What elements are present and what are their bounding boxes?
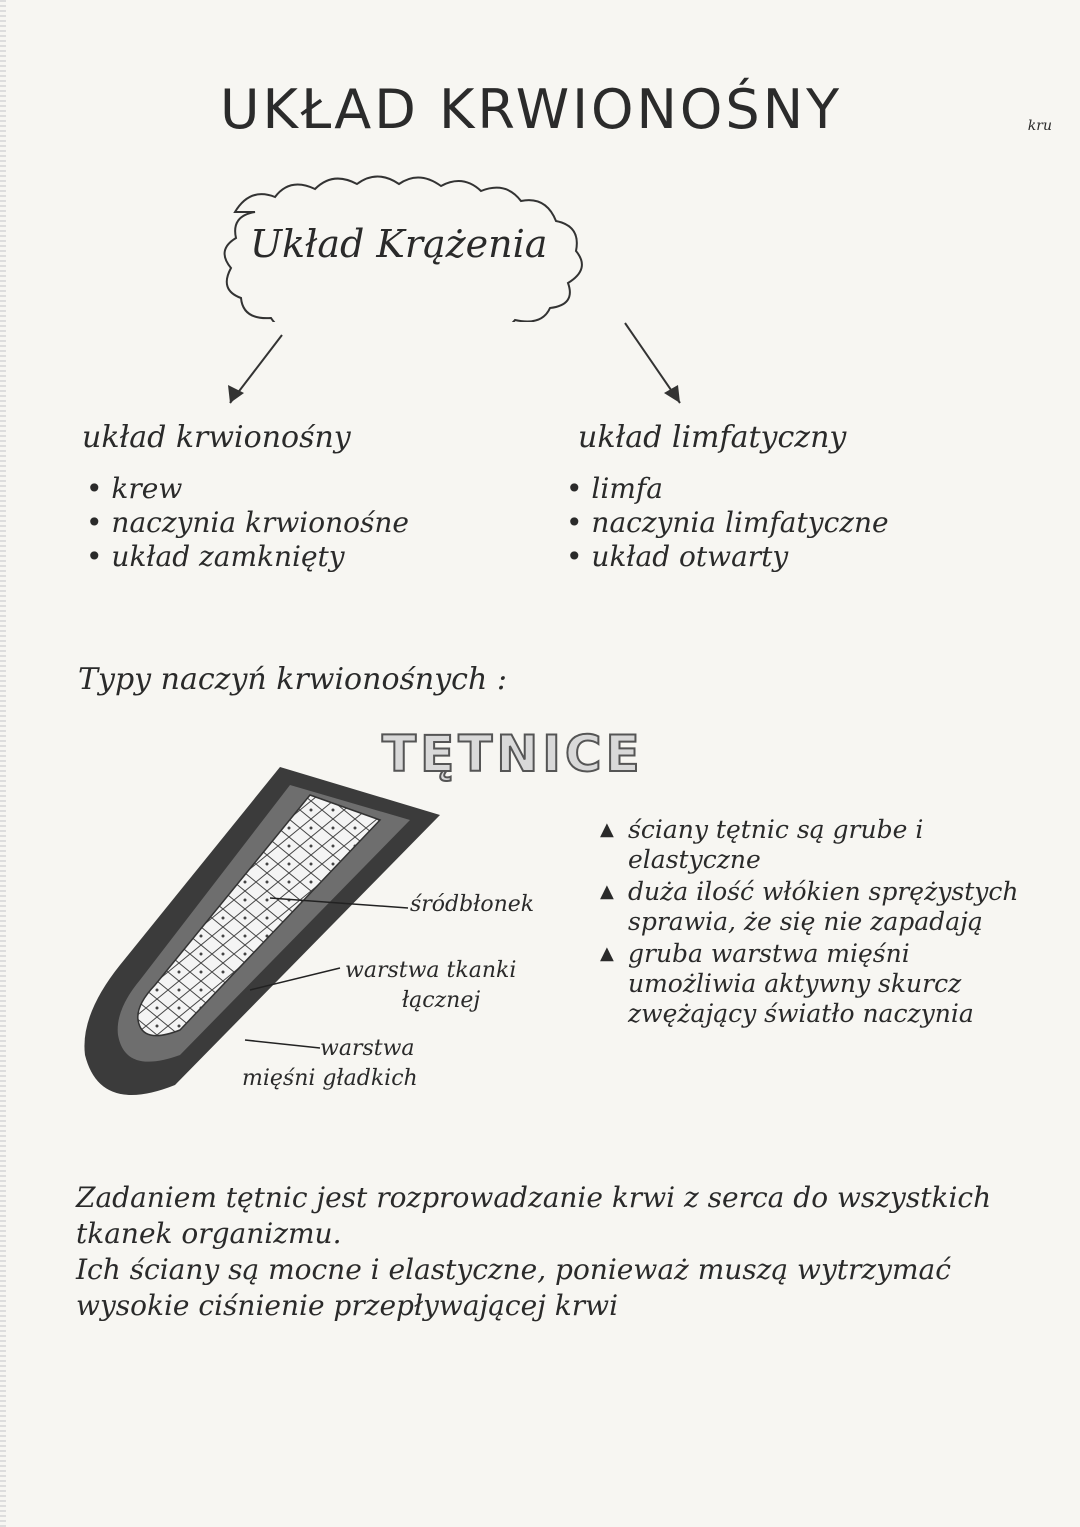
artery-facts-list bbox=[600, 815, 1020, 1031]
summary-paragraph bbox=[76, 1180, 1036, 1324]
list-item: • krew bbox=[86, 472, 409, 506]
left-column-list bbox=[86, 472, 409, 574]
label-endothelium: śródbłonek bbox=[410, 892, 535, 917]
right-column-list bbox=[566, 472, 889, 574]
fact-item: ▲ gruba warstwa mięśni umożliwia aktywny skurcz zwężający światło naczynia bbox=[600, 939, 1020, 1029]
list-item: • układ zamknięty bbox=[86, 540, 409, 574]
list-item: • układ otwarty bbox=[566, 540, 889, 574]
right-arrow-head bbox=[664, 385, 680, 403]
summary-sentence: Zadaniem tętnic jest rozprowadzanie krwi z serca do wszystkich tkanek organizmu. bbox=[76, 1181, 992, 1250]
list-item: • limfa bbox=[566, 472, 889, 506]
page-title: UKŁAD KRWIONOŚNY bbox=[220, 78, 843, 141]
corner-note: kru bbox=[1027, 118, 1052, 134]
label-muscle-line2: mięśni gładkich bbox=[242, 1066, 418, 1091]
list-item: • naczynia krwionośne bbox=[86, 506, 409, 540]
vessel-title: TĘTNICE bbox=[382, 725, 644, 783]
fact-item: ▲ ściany tętnic są grube i elastyczne bbox=[600, 815, 1020, 875]
right-column-heading: układ limfatyczny bbox=[578, 420, 847, 455]
types-heading: Typy naczyń krwionośnych : bbox=[78, 662, 507, 697]
summary-sentence: Ich ściany są mocne i elastyczne, ponieważ muszą wytrzymać wysokie ciśnienie przepływającej krwi bbox=[76, 1253, 951, 1322]
fact-item: ▲ duża ilość włókien sprężystych sprawia, że się nie zapadają bbox=[600, 877, 1020, 937]
label-connective-line2: łącznej bbox=[402, 988, 481, 1013]
left-column-heading: układ krwionośny bbox=[82, 420, 351, 455]
label-muscle-line1: warstwa bbox=[320, 1036, 415, 1061]
branch-arrows bbox=[200, 315, 720, 425]
label-connective-line1: warstwa tkanki bbox=[345, 958, 517, 983]
list-item: • naczynia limfatyczne bbox=[566, 506, 889, 540]
notebook-binding-edge bbox=[0, 0, 6, 1527]
cloud-label: Układ Krążenia bbox=[250, 222, 548, 266]
